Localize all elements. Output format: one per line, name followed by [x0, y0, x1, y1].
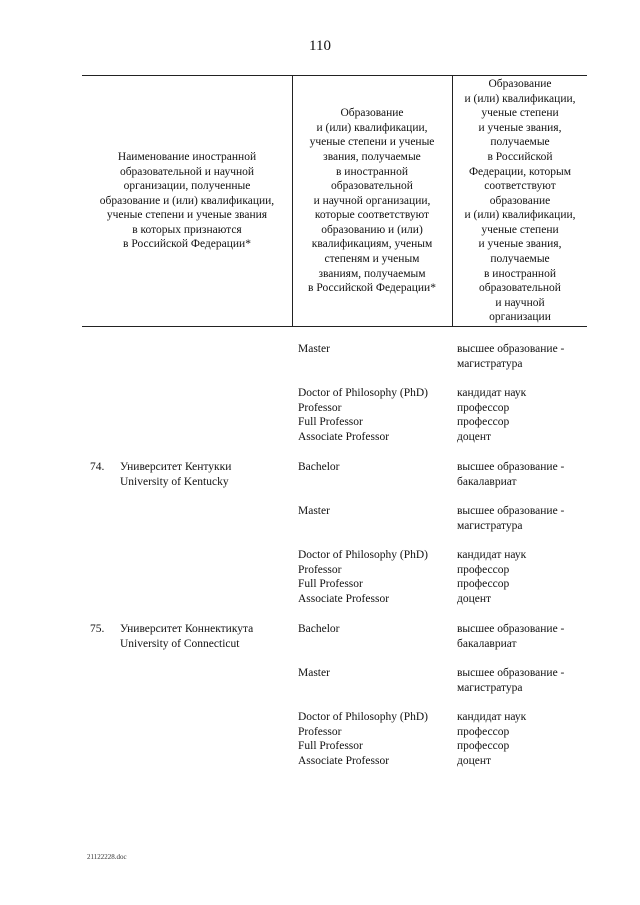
row-russian-qualification: высшее образование - магистратура [457, 343, 565, 370]
row-russian-qualification: высшее образование - бакалавриат [457, 461, 565, 488]
row-russian-qualification: высшее образование - бакалавриат [457, 623, 565, 650]
row-foreign-qualification: Doctor of Philosophy (PhD) Professor Full Professor Associate Professor [298, 711, 429, 767]
row-organization: Университет Коннектикута University of Connecticut [120, 623, 254, 650]
row-foreign-qualification: Bachelor [298, 623, 340, 635]
page-number: 110 [309, 38, 331, 54]
row-foreign-qualification: Master [298, 343, 330, 355]
row-num: 74. [90, 461, 105, 473]
row-russian-qualification: высшее образование - магистратура [457, 667, 565, 694]
row-foreign-qualification: Master [298, 667, 330, 679]
row-foreign-qualification: Doctor of Philosophy (PhD) Professor Full Professor Associate Professor [298, 549, 429, 605]
row-foreign-qualification: Doctor of Philosophy (PhD) Professor Full Professor Associate Professor [298, 387, 429, 443]
row-russian-qualification: кандидат наук профессор профессор доцент [457, 711, 527, 767]
row-russian-qualification: кандидат наук профессор профессор доцент [457, 387, 527, 443]
row-foreign-qualification: Bachelor [298, 461, 340, 473]
document-code: 21122228.doc [87, 853, 127, 861]
row-num: 75. [90, 623, 105, 635]
row-foreign-qualification: Master [298, 505, 330, 517]
table-header-bottom-rule [82, 326, 587, 327]
header-foreign-qualification: Образование и (или) квалификации, ученые степени и ученые звания, получаемые в иностранной образовательной и научной организации, которые соответствуют образованию и (или) квалификациям, ученым степеням и ученым званиям, получаемым в Российской Федерации* [308, 107, 436, 295]
header-organization: Наименование иностранной образовательной и научной организации, полученные образование и (или) квалификации, ученые степени и ученые звания в которых признаются в Российской Федерации* [99, 150, 275, 251]
row-organization: Университет Кентукки University of Kentucky [120, 461, 232, 488]
row-russian-qualification: кандидат наук профессор профессор доцент [457, 549, 527, 605]
header-russian-qualification: Образование и (или) квалификации, ученые степени и ученые звания, получаемые в Российской Федерации, которым соответствуют образование и (или) квалификации, ученые степени и ученые звания, получаемые в иностранной образовательной и научной организации [464, 77, 576, 324]
row-russian-qualification: высшее образование - магистратура [457, 505, 565, 532]
